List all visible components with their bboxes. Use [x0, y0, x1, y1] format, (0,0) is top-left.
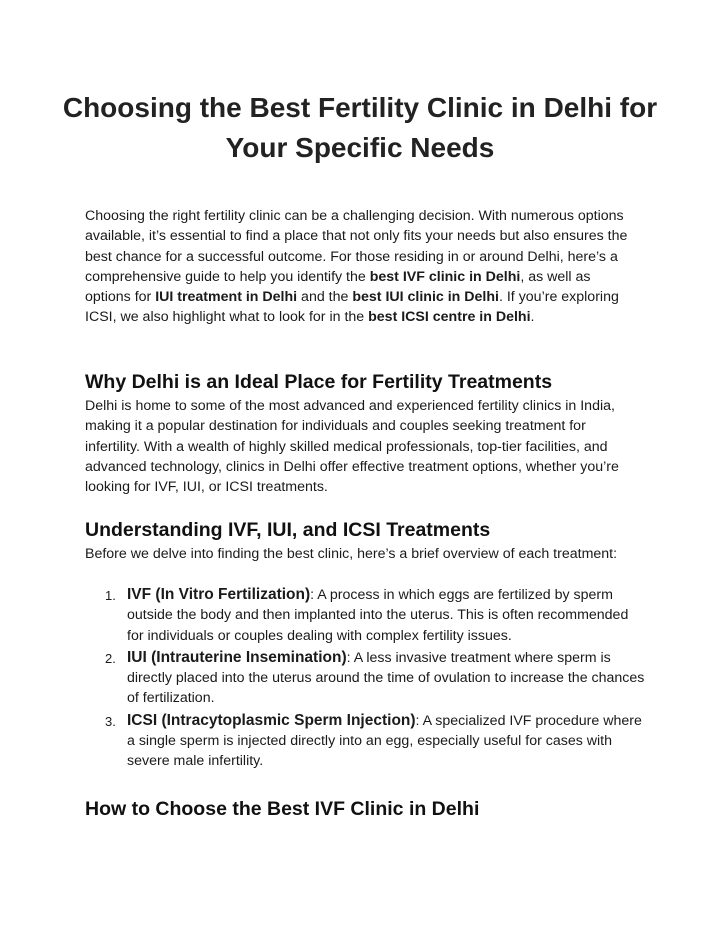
list-desc: : A less invasive treatment where sperm is directly placed into the uterus around the time of ovulation to increase the chances of fertilization. [127, 649, 645, 707]
section-heading-how-to-choose: How to Choose the Best IVF Clinic in Delhi [85, 798, 480, 820]
list-number: 3. [105, 713, 116, 729]
treatment-list [85, 585, 645, 772]
intro-text-2: , as well as options for [85, 268, 591, 306]
list-item [85, 585, 645, 646]
intro-text-1: Choosing the right fertility clinic can be a challenging decision. With numerous options available, it’s essential to find a place that not only fits your needs but also ensures the best chance for a successful outcome. For those residing in or around Delhi, here’s a comprehensive guide to help you identify the [85, 208, 628, 285]
list-desc: : A process in which eggs are fertilized by sperm outside the body and then implanted into the uterus. This is often recommended for individuals or couples dealing with complex fertility issues. [127, 587, 629, 644]
list-term: IUI (Intrauterine Insemination) [127, 648, 347, 666]
intro-text-3: and the [297, 289, 353, 306]
list-item [85, 711, 645, 772]
keyword-iui-treatment: IUI treatment in Delhi [155, 289, 298, 306]
intro-text-4: . If you’re exploring ICSI, we also highlight what to look for in the [85, 289, 619, 326]
list-number: 2. [105, 650, 116, 666]
keyword-best-iui-clinic: best IUI clinic in Delhi [352, 289, 499, 306]
list-item [85, 648, 645, 709]
keyword-best-ivf-clinic: best IVF clinic in Delhi [369, 268, 521, 285]
section-heading-why-delhi: Why Delhi is an Ideal Place for Fertility Treatments [85, 371, 553, 393]
list-number: 1. [105, 588, 116, 603]
why-delhi-paragraph: Delhi is home to some of the most advanced and experienced fertility clinics in India, making it a popular destination for individuals and couples seeking treatment for infertility. With a wealth of highly skilled medical professionals, top-tier facilities, and advanced technology, clinics in Delhi offer effective treatment options, whether you’re looking for IVF, IUI, or ICSI treatments. [85, 398, 619, 496]
understanding-intro: Before we delve into finding the best clinic, here’s a brief overview of each treatment: [85, 546, 618, 562]
page-title: Choosing the Best Fertility Clinic in Delhi for Your Specific Needs [62, 92, 658, 163]
keyword-best-icsi-centre: best ICSI centre in Delhi [368, 309, 531, 326]
list-term: ICSI (Intracytoplasmic Sperm Injection) [127, 711, 416, 729]
section-heading-understanding: Understanding IVF, IUI, and ICSI Treatments [85, 519, 491, 541]
intro-paragraph [85, 206, 637, 328]
intro-text-5: . [530, 309, 535, 326]
list-desc: : A specialized IVF procedure where a single sperm is injected directly into an egg, especially useful for cases with severe male infertility. [127, 712, 642, 770]
list-term: IVF (In Vitro Fertilization) [127, 586, 311, 603]
